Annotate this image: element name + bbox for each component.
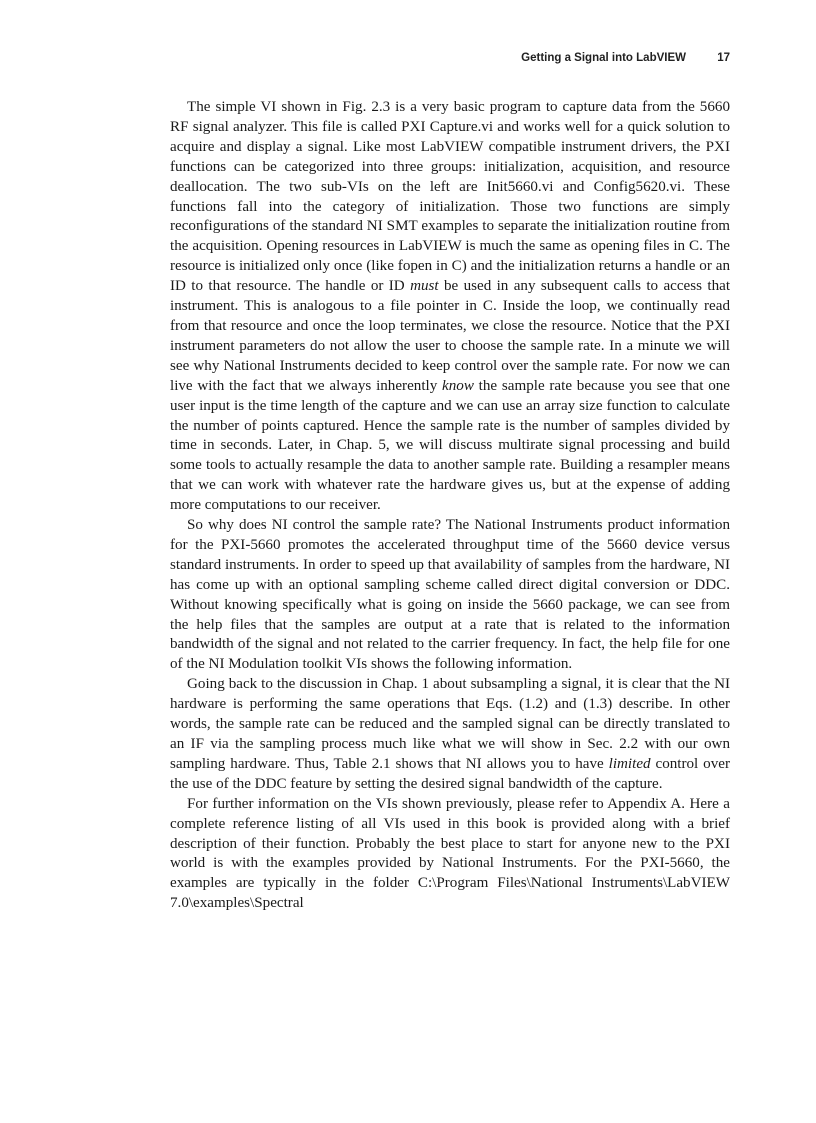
paragraph [170,98,730,516]
body-text [170,98,730,914]
paragraph-text: So why does NI control the sample rate? The National Instruments product information for the PXI-5660 promotes the accelerated throughput time of the 5660 device versus standard instruments. In order to speed up that availability of samples from the hardware, NI has come up with an optional sampling scheme called direct digital conversion or DDC. Without knowing specifically what is going on inside the 5660 package, we can see from the help files that the samples are output at a rate that is related to the information bandwidth of the signal and not related to the carrier frequency. In fact, the help file for one of the NI Modulation toolkit VIs shows the following information. [170,517,730,673]
paragraph [170,516,730,675]
page-number: 17 [717,52,730,64]
emphasis-text: limited [608,755,651,772]
paragraph-text: be used in any subsequent calls to access that instrument. This is analogous to a file pointer in C. Inside the loop, we continually read from that resource and once the loop terminates, we close the resource. Notice that the PXI instrument parameters do not allow the user to choose the sample rate. In a minute we will see why National Instruments decided to keep control over the sample rate. For now we can live with the fact that we always inherently [170,278,731,394]
paragraph-text: The simple VI shown in Fig. 2.3 is a very basic program to capture data from the 5660 RF signal analyzer. This file is called PXI Capture.vi and works well for a quick solution to acquire and display a signal. Like most LabVIEW compatible instrument drivers, the PXI functions can be categorized into three groups: initialization, acquisition, and resource deallocation. The two sub-VIs on the left are Init5660.vi and Config5620.vi. These functions fall into the category of initialization. Those two functions are simply reconfigurations of the standard NI SMT examples to separate the initialization routine from the acquisition. Opening resources in LabVIEW is much the same as opening files in C. The resource is initialized only once (like fopen in C) and the initialization returns a handle or an ID to that resource. The handle or ID [170,99,730,295]
paragraph-text: control over the use of the DDC feature by setting the desired signal bandwidth of the capture. [170,755,731,792]
emphasis-text: know [442,377,474,394]
paragraph-text: the sample rate because you see that one user input is the time length of the capture and we can use an array size function to calculate the number of points captured. Hence the sample rate is the number of samples divided by time in seconds. Later, in Chap. 5, we will discuss multirate signal processing and build some tools to actually resample the data to another sample rate. Building a resampler means that we can work with whatever rate the hardware gives us, but at the expense of adding more computations to our receiver. [170,377,730,514]
paragraph [170,795,730,914]
running-head-title: Getting a Signal into LabVIEW [521,52,686,64]
running-head [160,52,730,70]
paragraph-text: For further information on the VIs shown previously, please refer to Appendix A. Here a complete reference listing of all VIs used in this book is provided along with a brief description of their function. Probably the best place to start for anyone new to the PXI world is with the examples provided by National Instruments. For the PXI-5660, the examples are typically in the folder C:\Program Files\National Instruments\LabVIEW 7.0\examples\Spectral [170,795,730,912]
paragraph [170,675,730,794]
paragraph-text: Going back to the discussion in Chap. 1 about subsampling a signal, it is clear that the NI hardware is performing the same operations that Eqs. (1.2) and (1.3) describe. In other words, the sample rate can be reduced and the sampled signal can be directly translated to an IF via the sampling process much like what we will show in Sec. 2.2 with our own sampling hardware. Thus, Table 2.1 shows that NI allows you to have [170,676,730,772]
emphasis-text: must [410,278,439,295]
